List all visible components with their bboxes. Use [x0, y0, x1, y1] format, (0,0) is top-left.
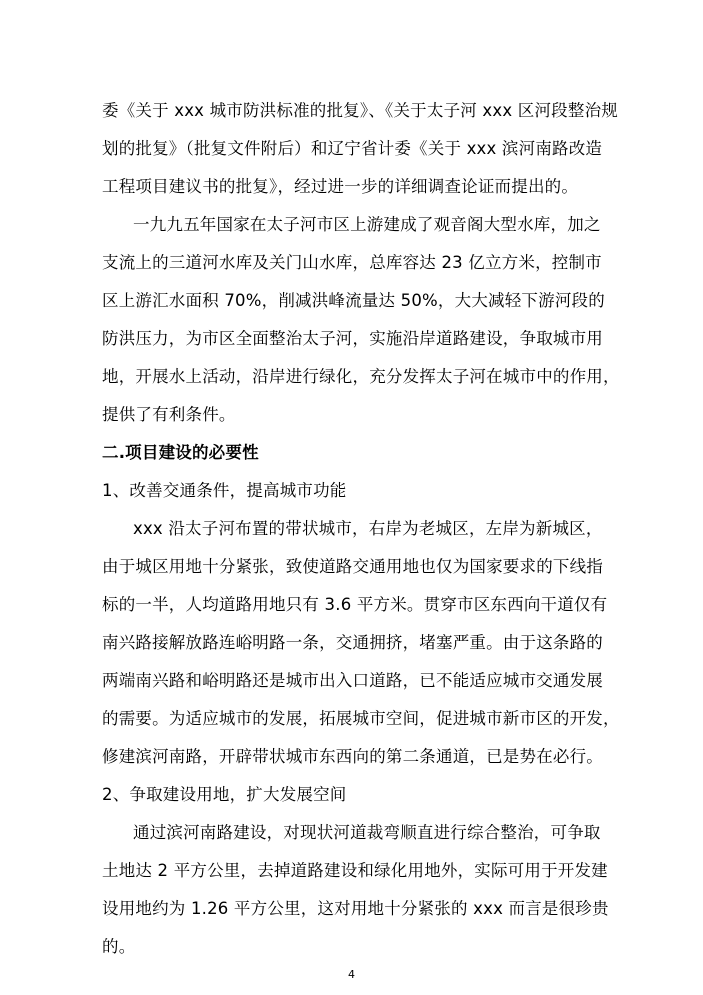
text-line: 地，开展水上活动，沿岸进行绿化，充分发挥太子河在城市中的作用，	[102, 367, 620, 386]
paragraph-first-line: 通过滨河南路建设，对现状河道裁弯顺直进行综合整治，可争取	[133, 823, 601, 842]
text-line: 委《关于 xxx 城市防洪标准的批复》、《关于太子河 xxx 区河段整治规	[102, 101, 618, 120]
text-line: 区上游汇水面积 70%，削减洪峰流量达 50%，大大减轻下游河段的	[102, 291, 605, 310]
subsection-heading: 1、改善交通条件，提高城市功能	[102, 481, 347, 500]
text-line: 设用地约为 1.26 平方公里，这对用地十分紧张的 xxx 而言是很珍贵	[102, 899, 609, 918]
text-line: 南兴路接解放路连峪明路一条，交通拥挤，堵塞严重。由于这条路的	[102, 633, 603, 652]
text-line: 提供了有利条件。	[102, 405, 236, 424]
text-line: 的需要。为适应城市的发展，拓展城市空间，促进城市新市区的开发，	[102, 709, 620, 728]
text-line: 的。	[102, 937, 136, 956]
paragraph-first-line: xxx 沿太子河布置的带状城市，右岸为老城区，左岸为新城区，	[133, 519, 603, 538]
text-line: 土地达 2 平方公里，去掉道路建设和绿化用地外，实际可用于开发建	[102, 861, 608, 880]
text-line: 支流上的三道河水库及关门山水库，总库容达 23 亿立方米，控制市	[102, 253, 602, 272]
text-line: 工程项目建议书的批复》，经过进一步的详细调查论证而提出的。	[102, 177, 579, 196]
section-heading: 二.项目建设的必要性	[102, 443, 259, 462]
text-line: 标的一半，人均道路用地只有 3.6 平方米。贯穿市区东西向干道仅有	[102, 595, 608, 614]
paragraph-first-line: 一九九五年国家在太子河市区上游建成了观音阁大型水库，加之	[133, 215, 601, 234]
text-line: 由于城区用地十分紧张，致使道路交通用地也仅为国家要求的下线指	[102, 557, 603, 576]
page-number: 4	[348, 968, 355, 981]
text-line: 防洪压力，为市区全面整治太子河，实施沿岸道路建设，争取城市用	[102, 329, 603, 348]
subsection-heading: 2、争取建设用地，扩大发展空间	[102, 785, 347, 804]
text-line: 两端南兴路和峪明路还是城市出入口道路，已不能适应城市交通发展	[102, 671, 603, 690]
text-line: 划的批复》（批复文件附后）和辽宁省计委《关于 xxx 滨河南路改造	[102, 139, 603, 158]
text-line: 修建滨河南路，开辟带状城市东西向的第二条通道，已是势在必行。	[102, 747, 603, 766]
